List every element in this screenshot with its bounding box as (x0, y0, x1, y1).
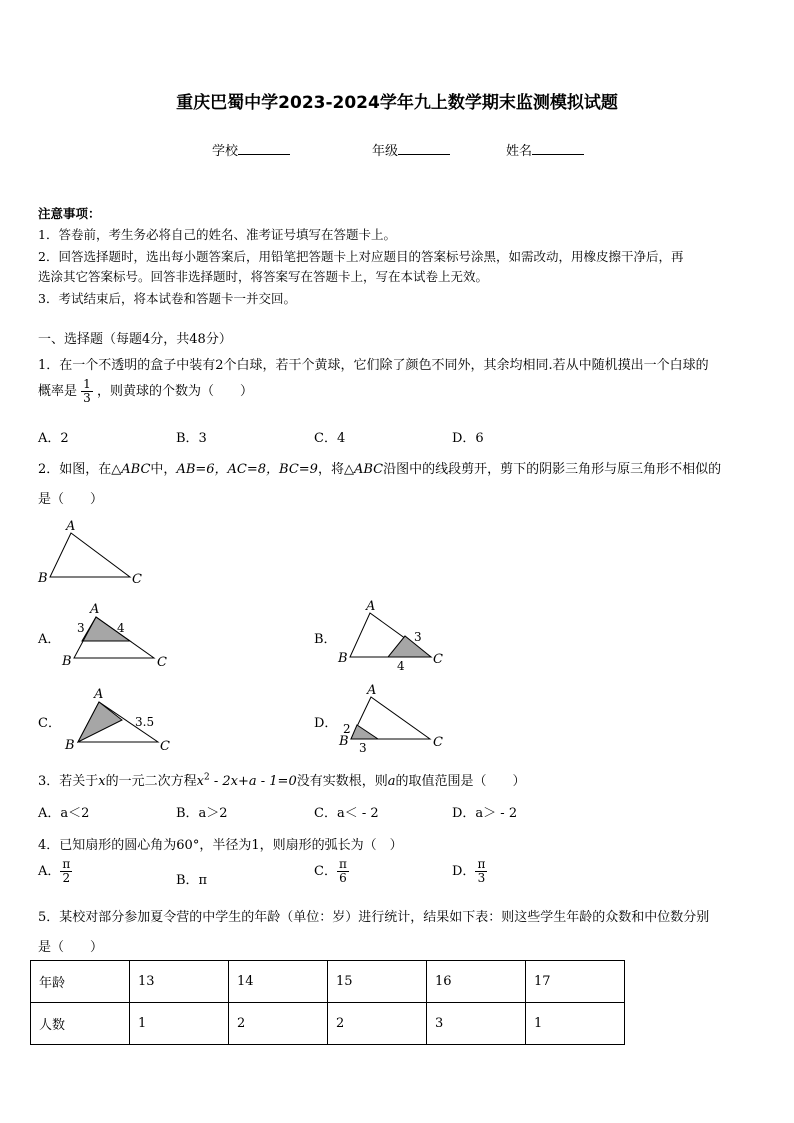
svg-text:3: 3 (359, 741, 367, 755)
name-label: 姓名 (506, 144, 533, 159)
q1-line1: 1．在一个不透明的盒子中装有2个白球，若干个黄球，它们除了颜色不同外，其余均相同.若从中随机摸出一个白球的 (38, 358, 709, 373)
q1-option-c[interactable]: C．4 (314, 431, 346, 446)
table-cell: 15 (328, 961, 427, 1003)
notice-item-2: 2．回答选择题时，选出每小题答案后，用铅笔把答题卡上对应题目的答案标号涂黑，如需改动，用橡皮擦干净后，再 (38, 249, 684, 264)
table-cell: 17 (526, 961, 625, 1003)
svg-text:C: C (433, 735, 443, 750)
q5-line1: 5．某校对部分参加夏令营的中学生的年龄（单位：岁）进行统计，结果如下表：则这些学生年龄的众数和中位数分别 (38, 910, 710, 925)
svg-text:A: A (66, 519, 76, 534)
q2-option-c-label[interactable]: C． (38, 716, 61, 731)
q3-option-a[interactable]: A．a＜2 (38, 806, 90, 821)
q4-option-b[interactable]: B．π (176, 873, 208, 888)
table-cell: 人数 (31, 1003, 130, 1045)
table-row (31, 961, 625, 1003)
table-cell: 2 (328, 1003, 427, 1045)
q2-option-a-label[interactable]: A． (38, 632, 61, 647)
svg-text:3: 3 (77, 621, 85, 635)
svg-text:B: B (338, 651, 348, 666)
table-cell: 2 (229, 1003, 328, 1045)
notice-item-1: 1．答卷前，考生务必将自己的姓名、准考证号填写在答题卡上。 (38, 227, 396, 242)
svg-text:C: C (160, 739, 170, 754)
q2-figure-a[interactable] (61, 602, 167, 670)
q4-option-c[interactable]: C． $\frac{\pi}{6}$ (314, 857, 347, 886)
q2-figure-c[interactable] (64, 687, 170, 754)
school-label: 学校 (212, 144, 239, 159)
svg-text:2: 2 (343, 722, 351, 736)
table-cell: 3 (427, 1003, 526, 1045)
q1-suffix: ，则黄球的个数为（ ） (96, 384, 253, 400)
table-cell: 13 (130, 961, 229, 1003)
q1-option-a[interactable]: A．2 (38, 431, 69, 446)
age-table (30, 960, 625, 1045)
svg-text:A: A (94, 687, 104, 702)
q2-line2: 是（ ） (38, 492, 104, 507)
section-heading: 一、选择题（每题4分，共48分） (38, 332, 232, 347)
notice-heading: 注意事项： (38, 206, 101, 221)
q3-text: 3．若关于x的一元二次方程$x^2 - 2x+a - 1=0$没有实数根，则a的取值范围是（ ） (38, 772, 526, 789)
q3-option-b[interactable]: B．a＞2 (176, 806, 228, 821)
svg-text:A: A (90, 602, 100, 617)
q1-prefix: 概率是 (38, 384, 78, 400)
q5-line2: 是（ ） (38, 940, 104, 955)
svg-text:A: A (367, 683, 377, 698)
q1-fraction: $\frac{1}{3}$ (83, 377, 91, 406)
svg-text:B: B (65, 738, 75, 753)
svg-text:A: A (366, 599, 376, 614)
q4-option-a[interactable]: A． $\frac{\pi}{2}$ (38, 857, 71, 886)
svg-text:4: 4 (117, 621, 125, 635)
q2-line1: 2．如图，在△ABC中，AB=6，AC=8，BC=9，将△ABC沿图中的线段剪开，剪下的阴影三角形与原三角形不相似的 (38, 462, 722, 477)
svg-text:B: B (339, 734, 349, 749)
q3-option-c[interactable]: C．a＜ - 2 (314, 806, 379, 821)
table-cell: 1 (130, 1003, 229, 1045)
q4-option-d[interactable]: D． $\frac{\pi}{3}$ (452, 857, 486, 886)
svg-text:C: C (132, 572, 142, 587)
table-row (31, 1003, 625, 1045)
q1-option-b[interactable]: B．3 (176, 431, 207, 446)
svg-text:3.5: 3.5 (135, 715, 155, 729)
svg-text:3: 3 (414, 630, 422, 644)
svg-text:B: B (62, 654, 72, 669)
q2-option-d-label[interactable]: D． (314, 716, 338, 731)
grade-label: 年级 (372, 144, 399, 159)
table-cell: 1 (526, 1003, 625, 1045)
q2-figure-b[interactable] (337, 599, 443, 673)
table-cell: 16 (427, 961, 526, 1003)
q3-option-d[interactable]: D．a＞ - 2 (452, 806, 518, 821)
q2-figure-d[interactable] (338, 683, 443, 755)
q2-option-b-label[interactable]: B． (314, 632, 337, 647)
q1-option-d[interactable]: D．6 (452, 431, 484, 446)
svg-text:C: C (157, 655, 167, 670)
svg-text:4: 4 (397, 659, 405, 673)
notice-item-2-cont: 选涂其它答案标号。回答非选择题时，将答案写在答题卡上，写在本试卷上无效。 (38, 269, 489, 284)
svg-text:B: B (38, 571, 48, 586)
table-cell: 14 (229, 961, 328, 1003)
notice-item-3: 3．考试结束后，将本试卷和答题卡一并交回。 (38, 291, 296, 306)
page-title: 重庆巴蜀中学2023-2024学年九上数学期末监测模拟试题 (176, 93, 618, 113)
svg-text:C: C (433, 652, 443, 667)
table-cell: 年龄 (31, 961, 130, 1003)
q4-text: 4．已知扇形的圆心角为60°，半径为1，则扇形的弧长为（ ） (38, 838, 403, 853)
q2-original-triangle (37, 519, 142, 587)
